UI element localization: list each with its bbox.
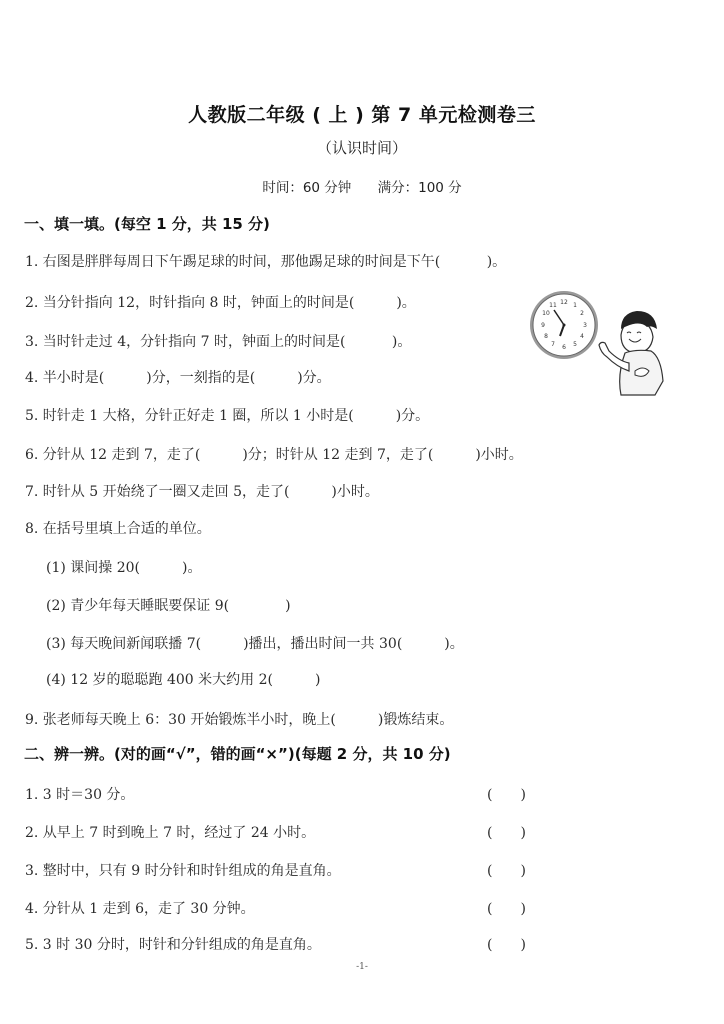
svg-text:7: 7 <box>551 341 555 348</box>
svg-text:10: 10 <box>542 310 550 317</box>
section-2-heading: 二、辨一辨。(对的画“√”，错的画“×”)(每题 2 分，共 10 分) <box>24 745 451 763</box>
svg-text:11: 11 <box>549 302 557 309</box>
answer-box-4: ( ) <box>487 901 526 917</box>
question-1-3: 3. 当时针走过 4，分针指向 7 时，钟面上的时间是( )。 <box>25 334 412 350</box>
svg-text:1: 1 <box>573 302 577 309</box>
judge-question-3: 3. 整时中，只有 9 时分针和时针组成的角是直角。 <box>25 863 341 879</box>
question-1-8: 8. 在括号里填上合适的单位。 <box>25 521 211 537</box>
page-number: -1- <box>356 962 368 972</box>
full-score: 满分：100 分 <box>377 180 462 196</box>
sub-question-8-3: (3) 每天晚间新闻联播 7( )播出，播出时间一共 30( )。 <box>46 636 464 652</box>
judge-question-5: 5. 3 时 30 分时，时针和分针组成的角是直角。 <box>25 937 321 953</box>
time-limit: 时间：60 分钟 <box>262 180 352 196</box>
svg-text:2: 2 <box>580 310 584 317</box>
page-subtitle: （认识时间） <box>316 139 407 157</box>
clock-boy-illustration <box>525 285 675 405</box>
svg-text:6: 6 <box>562 344 566 351</box>
question-1-5: 5. 时针走 1 大格，分针正好走 1 圈，所以 1 小时是( )分。 <box>25 408 430 424</box>
section-1-heading: 一、填一填。(每空 1 分，共 15 分) <box>24 215 270 233</box>
sub-question-8-2: (2) 青少年每天睡眠要保证 9( ) <box>46 598 291 614</box>
answer-box-2: ( ) <box>487 825 526 841</box>
answer-box-5: ( ) <box>487 937 526 953</box>
judge-question-4: 4. 分针从 1 走到 6，走了 30 分钟。 <box>25 901 255 917</box>
question-1-7: 7. 时针从 5 开始绕了一圈又走回 5，走了( )小时。 <box>25 484 379 500</box>
svg-text:8: 8 <box>544 333 548 340</box>
exam-meta <box>0 176 724 196</box>
question-1-6: 6. 分针从 12 走到 7，走了( )分；时针从 12 走到 7，走了( )小时。 <box>25 447 523 463</box>
judge-question-2: 2. 从早上 7 时到晚上 7 时，经过了 24 小时。 <box>25 825 316 841</box>
question-1-4: 4. 半小时是( )分，一刻指的是( )分。 <box>25 370 331 386</box>
svg-text:9: 9 <box>541 322 545 329</box>
svg-text:12: 12 <box>560 299 568 306</box>
judge-question-1: 1. 3 时＝30 分。 <box>25 787 135 803</box>
clock-icon <box>525 285 675 405</box>
question-1-1: 1. 右图是胖胖每周日下午踢足球的时间，那他踢足球的时间是下午( )。 <box>25 254 507 270</box>
svg-text:5: 5 <box>573 341 577 348</box>
answer-box-1: ( ) <box>487 787 526 803</box>
sub-question-8-4: (4) 12 岁的聪聪跑 400 米大约用 2( ) <box>46 672 321 688</box>
question-1-9: 9. 张老师每天晚上 6：30 开始锻炼半小时，晚上( )锻炼结束。 <box>25 712 454 728</box>
page-title: 人教版二年级 ( 上 ) 第 7 单元检测卷三 <box>188 104 536 126</box>
svg-text:4: 4 <box>580 333 584 340</box>
sub-question-8-1: (1) 课间操 20( )。 <box>46 560 202 576</box>
answer-box-3: ( ) <box>487 863 526 879</box>
boy-figure <box>599 311 663 395</box>
svg-text:3: 3 <box>583 322 587 329</box>
question-1-2: 2. 当分针指向 12，时针指向 8 时，钟面上的时间是( )。 <box>25 295 416 311</box>
